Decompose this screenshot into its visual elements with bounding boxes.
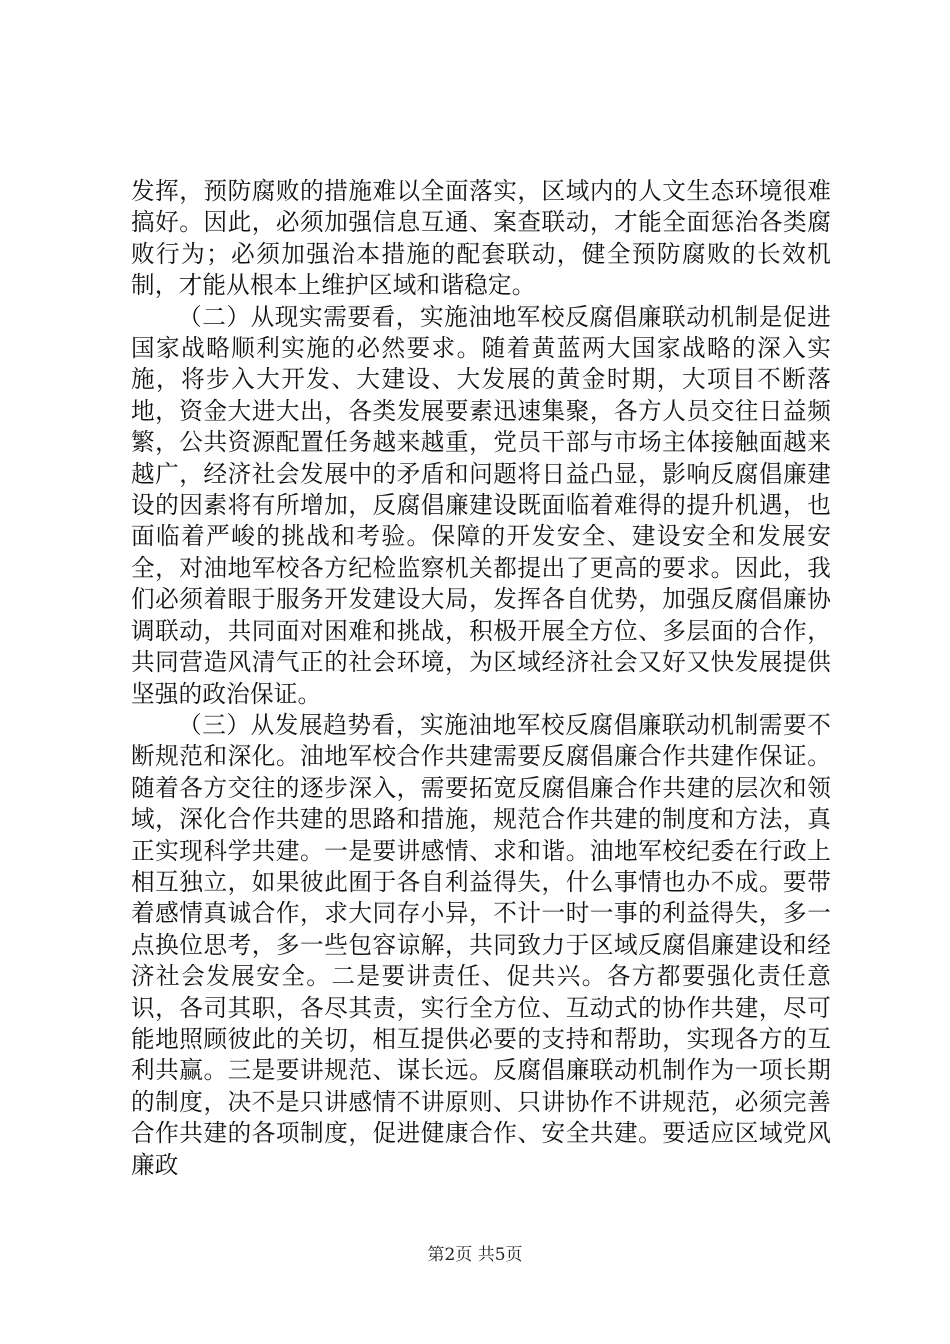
document-body — [131, 176, 831, 1181]
paragraph-continuation: 发挥，预防腐败的措施难以全面落实，区域内的人文生态环境很难搞好。因此，必须加强信息互通、案查联动，才能全面惩治各类腐败行为；必须加强治本措施的配套联动，健全预防腐败的长效机制，才能从根本上维护区域和谐稳定。 — [131, 177, 831, 300]
page-number-footer: 第2页 共5页 — [427, 1245, 523, 1265]
paragraph-section-three: （三）从发展趋势看，实施油地军校反腐倡廉联动机制需要不断规范和深化。油地军校合作共建需要反腐倡廉合作共建作保证。随着各方交往的逐步深入，需要拓宽反腐倡廉合作共建的层次和领域，深化合作共建的思路和措施，规范合作共建的制度和方法，真正实现科学共建。一是要讲感情、求和谐。油地军校纪委在行政上相互独立，如果彼此囿于各自利益得失，什么事情也办不成。要带着感情真诚合作，求大同存小异，不计一时一事的利益得失，多一点换位思考，多一些包容谅解，共同致力于区域反腐倡廉建设和经济社会发展安全。二是要讲责任、促共兴。各方都要强化责任意识，各司其职，各尽其责，实行全方位、互动式的协作共建，尽可能地照顾彼此的关切，相互提供必要的支持和帮助，实现各方的互利共赢。三是要讲规范、谋长远。反腐倡廉联动机制作为一项长期的制度，决不是只讲感情不讲原则、只讲协作不讲规范，必须完善合作共建的各项制度，促进健康合作、安全共建。要适应区域党风廉政 — [131, 710, 831, 1179]
paragraph-section-two: （二）从现实需要看，实施油地军校反腐倡廉联动机制是促进国家战略顺利实施的必然要求。随着黄蓝两大国家战略的深入实施，将步入大开发、大建设、大发展的黄金时期，大项目不断落地，资金大进大出，各类发展要素迅速集聚，各方人员交往日益频繁，公共资源配置任务越来越重，党员干部与市场主体接触面越来越广，经济社会发展中的矛盾和问题将日益凸显，影响反腐倡廉建设的因素将有所增加，反腐倡廉建设既面临着难得的提升机遇，也面临着严峻的挑战和考验。保障的开发安全、建设安全和发展安全，对油地军校各方纪检监察机关都提出了更高的要求。因此，我们必须着眼于服务开发建设大局，发挥各自优势，加强反腐倡廉协调联动，共同面对困难和挑战，积极开展全方位、多层面的合作，共同营造风清气正的社会环境，为区域经济社会又好又快发展提供坚强的政治保证。 — [131, 302, 831, 708]
